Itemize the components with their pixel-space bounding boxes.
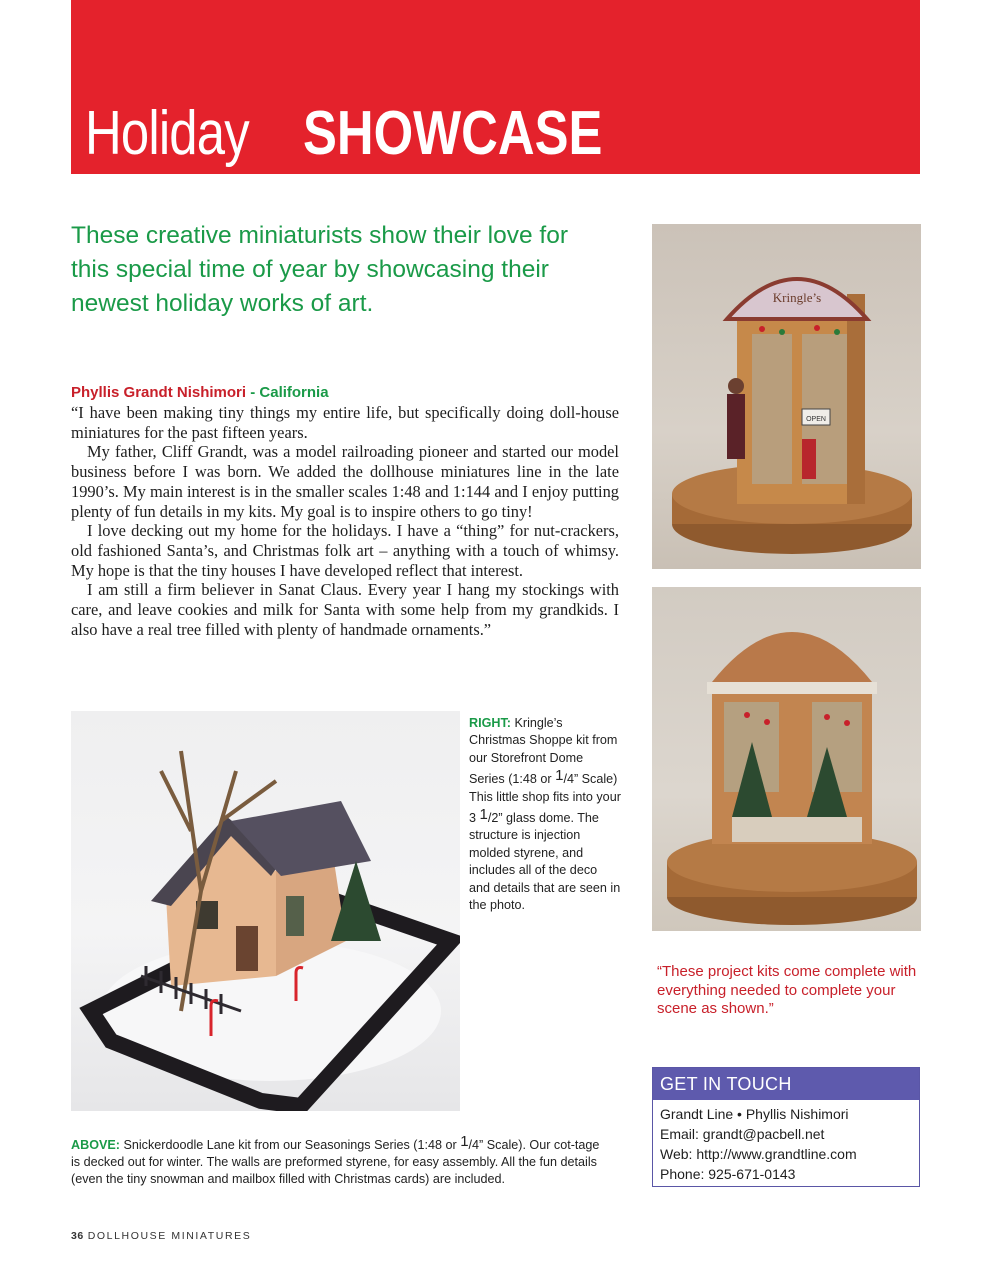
page-title: [85, 94, 603, 174]
author-name: Phyllis Grandt Nishimori: [71, 384, 247, 401]
article-paragraph: My father, Cliff Grandt, was a model railroading pioneer and started our model business before I was born. We added the dollhouse miniatures line in the late 1990’s. My main interest is in the smaller scales 1:48 and 1:144 and I enjoy putting plenty of fun details in my kits. My goal is to inspire others to go tiny!: [71, 442, 619, 521]
publication-name: DOLLHOUSE MINIATURES: [87, 1230, 252, 1242]
caption-text: /4” Scale). Our cot-tage is decked out for winter. The walls are preformed styrene, for easy assembly. All the fun details (even the tiny snowman and mailbox filled with Christmas cards) are included.: [71, 1138, 600, 1187]
caption-fraction: 1: [460, 1133, 469, 1150]
caption-label: ABOVE:: [71, 1138, 120, 1152]
author-location: California: [259, 384, 329, 401]
contact-box: [652, 1067, 920, 1187]
article-paragraph: I love decking out my home for the holidays. I have a “thing” for nut-crackers, old fashioned Santa’s, and Christmas folk art – anything with a touch of whimsy. My hope is that the tiny houses I have developed reflect that interest.: [71, 521, 619, 580]
kringle-illustration: [652, 224, 921, 569]
byline: [71, 384, 329, 401]
shop-sign-text: Kringle’s: [772, 290, 822, 305]
byline-separator: -: [246, 384, 260, 401]
title-bold: SHOWCASE: [303, 99, 603, 168]
caption-text: Kringle’s Christmas Shoppe kit from our Storefront Dome Series (1:48 or: [469, 716, 618, 787]
caption-label: RIGHT:: [469, 716, 511, 730]
photo-storefront-dome: [652, 587, 921, 931]
caption-right: [469, 715, 621, 914]
contact-company: Grandt Line • Phyllis Nishimori: [660, 1106, 849, 1122]
contact-web: Web: http://www.grandtline.com: [660, 1146, 857, 1162]
caption-text: /2” glass dome. The structure is injection molded styrene, and includes all of the deco and details that are seen in the photo.: [469, 811, 621, 913]
contact-details: [653, 1100, 919, 1184]
contact-heading: GET IN TOUCH: [653, 1068, 919, 1100]
cottage-illustration: [71, 711, 460, 1111]
article-paragraph: “I have been making tiny things my entire life, but specifically doing doll-house miniatures for the past fifteen years.: [71, 403, 619, 442]
caption-above: [71, 1133, 611, 1189]
caption-text: Snickerdoodle Lane kit from our Seasonings Series (1:48 or: [119, 1138, 461, 1152]
contact-email: Email: grandt@pacbell.net: [660, 1126, 825, 1142]
caption-fraction: 1: [479, 806, 488, 824]
open-sign-text: OPEN: [806, 416, 826, 423]
photo-kringles-shoppe: [652, 224, 921, 569]
caption-text: /4” Scale) This little shop fits into your 3: [469, 772, 621, 826]
article-body: [71, 403, 619, 639]
dome-illustration: [652, 587, 921, 931]
intro-deck: These creative miniaturists show their love for this special time of year by showcasing their newest holiday works of art.: [71, 222, 568, 317]
title-light: Holiday: [85, 99, 249, 168]
page-number: 36: [71, 1230, 84, 1242]
page-footer: [71, 1230, 251, 1242]
article-paragraph: I am still a firm believer in Sanat Claus. Every year I hang my stockings with care, and leave cookies and milk for Santa with some help from my grandkids. I also have a real tree filled with plenty of handmade ornaments.”: [71, 580, 619, 639]
pull-quote: “These project kits come complete with everything needed to complete your scene as shown.”: [657, 963, 917, 1017]
caption-fraction: 1: [555, 767, 564, 785]
contact-phone: Phone: 925-671-0143: [660, 1166, 796, 1182]
photo-snickerdoodle-lane: [71, 711, 460, 1111]
header-banner: [71, 0, 920, 174]
